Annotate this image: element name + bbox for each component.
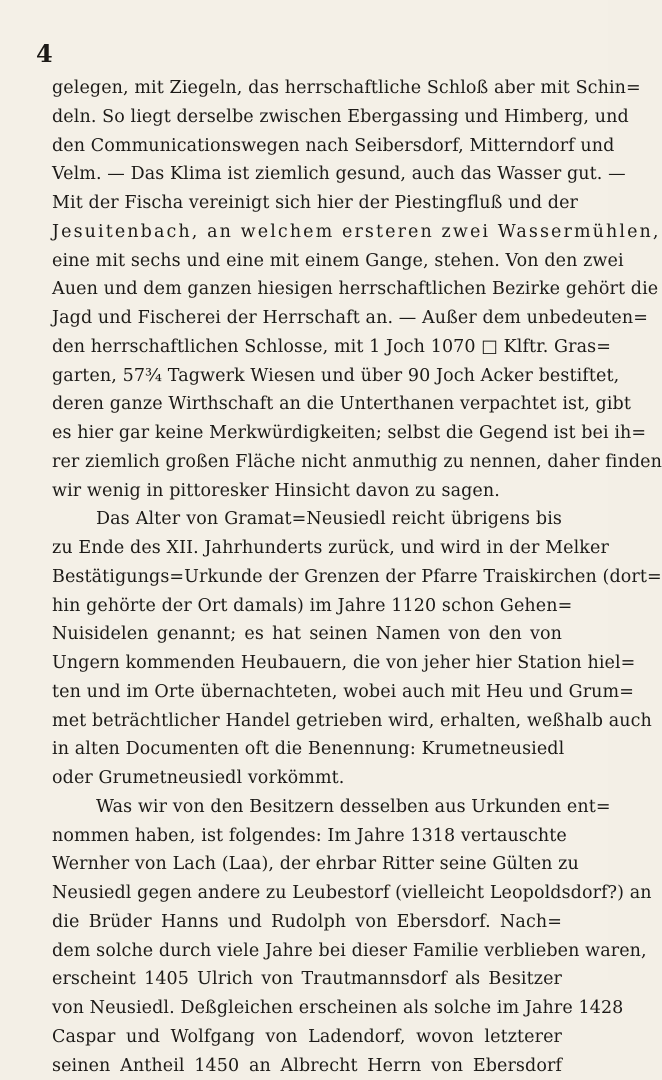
text-line: Caspar und Wolfgang von Ladendorf, wovon letzterer bbox=[52, 1023, 562, 1052]
text-line: den herrschaftlichen Schlosse, mit 1 Joch 1070 □ Klftr. Gras= bbox=[52, 333, 562, 362]
text-line: von Neusiedl. Deßgleichen erscheinen als solche im Jahre 1428 bbox=[52, 994, 562, 1023]
text-line: Was wir von den Besitzern desselben aus Urkunden ent= bbox=[52, 793, 562, 822]
paragraph-1 bbox=[52, 74, 562, 505]
text-line: hin gehörte der Ort damals) im Jahre 1120 schon Gehen= bbox=[52, 592, 562, 621]
text-line: oder Grumetneusiedl vorkömmt. bbox=[52, 764, 562, 793]
paragraph-3 bbox=[52, 793, 562, 1080]
text-line: die Brüder Hanns und Rudolph von Ebersdorf. Nach= bbox=[52, 908, 562, 937]
text-line: Mit der Fischa vereinigt sich hier der Piestingfluß und der bbox=[52, 189, 562, 218]
text-line: Nuisidelen genannt; es hat seinen Namen von den von bbox=[52, 620, 562, 649]
body-text bbox=[52, 74, 562, 1080]
text-line: seinen Antheil 1450 an Albrecht Herrn von Ebersdorf bbox=[52, 1052, 562, 1080]
text-line: Jagd und Fischerei der Herrschaft an. — Außer dem unbedeuten= bbox=[52, 304, 562, 333]
text-line: Bestätigungs=Urkunde der Grenzen der Pfarre Traiskirchen (dort= bbox=[52, 563, 562, 592]
page-number: 4 bbox=[36, 42, 53, 66]
paragraph-2 bbox=[52, 505, 562, 793]
text-line: deln. So liegt derselbe zwischen Ebergassing und Himberg, und bbox=[52, 103, 562, 132]
text-line: Neusiedl gegen andere zu Leubestorf (vielleicht Leopoldsdorf?) an bbox=[52, 879, 562, 908]
text-line: erscheint 1405 Ulrich von Trautmannsdorf als Besitzer bbox=[52, 965, 562, 994]
text-line: ten und im Orte übernachteten, wobei auch mit Heu und Grum= bbox=[52, 678, 562, 707]
text-line: Das Alter von Gramat=Neusiedl reicht übrigens bis bbox=[52, 505, 562, 534]
text-line: in alten Documenten oft die Benennung: Krumetneusiedl bbox=[52, 735, 562, 764]
text-line: deren ganze Wirthschaft an die Unterthanen verpachtet ist, gibt bbox=[52, 390, 562, 419]
text-line: Auen und dem ganzen hiesigen herrschaftlichen Bezirke gehört die bbox=[52, 275, 562, 304]
text-line: nommen haben, ist folgendes: Im Jahre 1318 vertauschte bbox=[52, 822, 562, 851]
text-line: zu Ende des XII. Jahrhunderts zurück, und wird in der Melker bbox=[52, 534, 562, 563]
text-line: Wernher von Lach (Laa), der ehrbar Ritter seine Gülten zu bbox=[52, 850, 562, 879]
text-line: es hier gar keine Merkwürdigkeiten; selbst die Gegend ist bei ih= bbox=[52, 419, 562, 448]
text-line: Ungern kommenden Heubauern, die von jeher hier Station hiel= bbox=[52, 649, 562, 678]
text-line: wir wenig in pittoresker Hinsicht davon zu sagen. bbox=[52, 477, 562, 506]
text-line: dem solche durch viele Jahre bei dieser Familie verblieben waren, bbox=[52, 937, 562, 966]
text-line: met beträchtlicher Handel getrieben wird, erhalten, weßhalb auch bbox=[52, 707, 562, 736]
text-line: gelegen, mit Ziegeln, das herrschaftliche Schloß aber mit Schin= bbox=[52, 74, 562, 103]
text-line: Jesuitenbach, an welchem ersteren zwei Wassermühlen, bbox=[52, 218, 562, 247]
text-line: garten, 57¾ Tagwerk Wiesen und über 90 Joch Acker bestiftet, bbox=[52, 362, 562, 391]
text-line: den Communicationswegen nach Seibersdorf, Mitterndorf und bbox=[52, 132, 562, 161]
text-line: rer ziemlich großen Fläche nicht anmuthig zu nennen, daher finden bbox=[52, 448, 562, 477]
text-line: eine mit sechs und eine mit einem Gange, stehen. Von den zwei bbox=[52, 247, 562, 276]
text-line: Velm. — Das Klima ist ziemlich gesund, auch das Wasser gut. — bbox=[52, 160, 562, 189]
